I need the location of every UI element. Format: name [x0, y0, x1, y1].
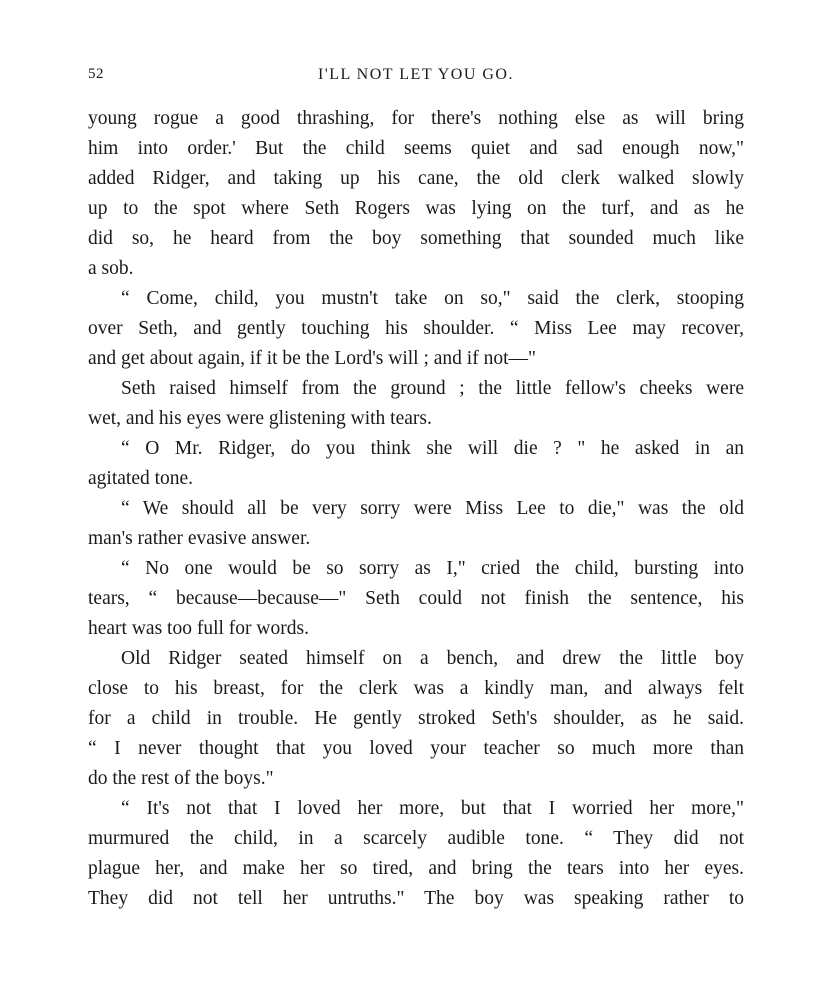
text-line: Old Ridger seated himself on a bench, and drew the little boy	[121, 648, 744, 669]
text-line: murmured the child, in a scarcely audible tone. “ They did not	[88, 828, 744, 849]
text-line: “ No one would be so sorry as I," cried the child, bursting into	[121, 558, 744, 579]
text-line: “ We should all be very sorry were Miss Lee to die," was the old	[121, 498, 744, 519]
text-line: young rogue a good thrashing, for there's nothing else as will bring	[88, 108, 744, 129]
text-line: plague her, and make her so tired, and bring the tears into her eyes.	[88, 858, 744, 879]
text-line: “ O Mr. Ridger, do you think she will die ? " he asked in an	[121, 438, 744, 459]
text-line: added Ridger, and taking up his cane, the old clerk walked slowly	[88, 168, 744, 189]
text-line: man's rather evasive answer.	[88, 528, 311, 549]
text-line: wet, and his eyes were glistening with tears.	[88, 408, 432, 429]
body-text	[88, 104, 744, 914]
text-line: close to his breast, for the clerk was a kindly man, and always felt	[88, 678, 744, 699]
text-line: for a child in trouble. He gently stroked Seth's shoulder, as he said.	[88, 708, 744, 729]
text-line: did so, he heard from the boy something that sounded much like	[88, 228, 744, 249]
text-line: They did not tell her untruths." The boy was speaking rather to	[88, 888, 744, 909]
text-line: and get about again, if it be the Lord's will ; and if not—"	[88, 348, 536, 369]
text-line: do the rest of the boys."	[88, 768, 274, 789]
text-line: a sob.	[88, 258, 134, 279]
text-line: “ It's not that I loved her more, but that I worried her more,"	[121, 798, 744, 819]
running-head: I'LL NOT LET YOU GO.	[318, 66, 514, 83]
page-number: 52	[88, 66, 104, 82]
text-line: “ Come, child, you mustn't take on so," said the clerk, stooping	[121, 288, 744, 309]
text-line: Seth raised himself from the ground ; the little fellow's cheeks were	[121, 378, 744, 399]
text-line: over Seth, and gently touching his shoulder. “ Miss Lee may recover,	[88, 318, 744, 339]
text-line: agitated tone.	[88, 468, 194, 489]
text-line: him into order.' But the child seems quiet and sad enough now,"	[88, 138, 744, 159]
page-header	[88, 66, 744, 88]
text-line: tears, “ because—because—" Seth could not finish the sentence, his	[88, 588, 744, 609]
text-line: heart was too full for words.	[88, 618, 309, 639]
text-line: up to the spot where Seth Rogers was lying on the turf, and as he	[88, 198, 744, 219]
text-line: “ I never thought that you loved your teacher so much more than	[88, 738, 744, 759]
